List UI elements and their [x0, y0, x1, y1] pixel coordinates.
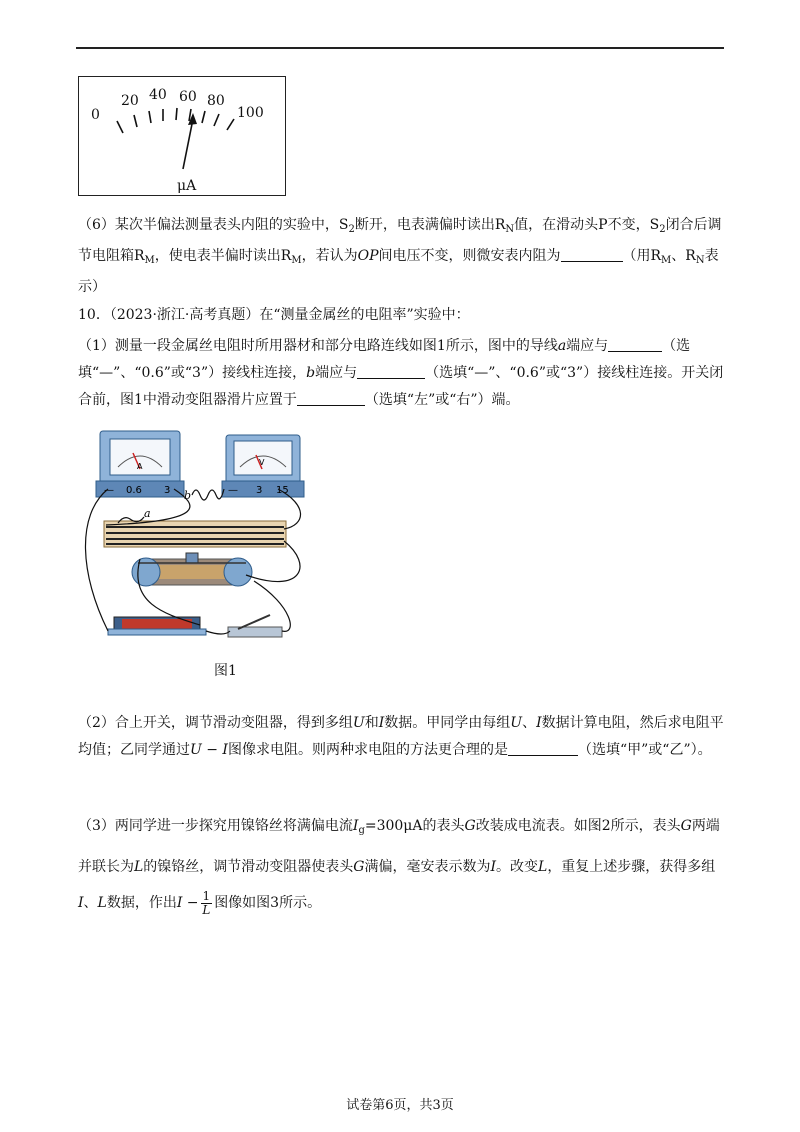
answer-blank-b[interactable]	[357, 364, 425, 379]
q6-paragraph: （6）某次半偏法测量表头内阻的实验中，$S_2$断开，电表满偏时读出$R_N$值，在滑动头P不变，$S_2$闭合后调节电阻箱$R_M$，使电表半偏时读出$R_M$，若认为OP间电压不变，则微安表内阻为 （用$R_M$、$R_N$表示）	[78, 217, 722, 295]
ammeter-terminal-3: 3	[164, 485, 171, 496]
tick-label-20: 20	[121, 93, 139, 109]
tick-label-0: 0	[91, 107, 100, 123]
voltmeter	[222, 435, 304, 497]
slide-rheostat	[132, 553, 252, 586]
ammeter	[96, 431, 184, 497]
battery	[108, 617, 206, 635]
dial-graphic	[79, 77, 285, 195]
figure-1-caption: 图1	[214, 663, 237, 679]
switch	[228, 615, 282, 637]
voltmeter-terminal-15: 15	[276, 485, 289, 496]
voltmeter-symbol: V	[259, 458, 265, 467]
ammeter-symbol: A	[137, 462, 143, 471]
answer-blank-slider[interactable]	[297, 391, 365, 406]
microammeter-dial	[78, 76, 286, 196]
wire-b-label: b	[184, 489, 192, 502]
tick-label-40: 40	[149, 87, 167, 103]
voltmeter-terminal-neg: —	[228, 485, 238, 496]
q10-part3: （3）两同学进一步探究用镍铬丝将满偏电流$I_g=300\mu A$的表头G改装成电流表。如图2所示，表头G两端并联长为L的镍铬丝，调节滑动变阻器使表头G满偏，毫安表示数为I。改变L，重复上述步骤，获得多组I、L数据，作出I − $\frac{1}{L}$ 图像如图3所示。	[78, 818, 720, 917]
unit-label: μA	[177, 178, 197, 194]
ammeter-terminal-neg: —	[104, 485, 114, 496]
answer-blank-q6[interactable]	[561, 247, 623, 262]
fraction-1-over-L: $\frac{1}{L}$	[202, 888, 211, 917]
page-footer: 试卷第6页，共3页	[346, 1098, 454, 1113]
q10-part2: （2）合上开关，调节滑动变阻器，得到多组U和I数据。甲同学由每组U、I数据计算电阻，然后求电阻平均值；乙同学通过U − I图像求电阻。则两种求电阻的方法更合理的是 （选填“甲”或“乙”）。	[78, 715, 724, 758]
voltmeter-terminal-3: 3	[256, 485, 263, 496]
tick-label-100: 100	[237, 105, 264, 121]
needle	[183, 119, 193, 169]
header-rule	[76, 47, 724, 49]
tick-label-60: 60	[179, 89, 197, 105]
answer-blank-method[interactable]	[508, 741, 578, 756]
q10-header: 10．（2023·浙江·高考真题）在“测量金属丝的电阻率”实验中：	[78, 307, 470, 323]
wire-a-label: a	[144, 507, 151, 520]
tick-label-80: 80	[207, 93, 225, 109]
q10-part1: （1）测量一段金属丝电阻时所用器材和部分电路连线如图1所示，图中的导线a端应与 （选填“—”、“0.6”或“3”）接线柱连接，b端应与 （选填“—”、“0.6”或“3”）接线柱连接。开关闭合前，图1中滑动变阻器滑片应置于 （选填“左”或“右”）端。	[78, 338, 724, 408]
answer-blank-a[interactable]	[608, 337, 662, 352]
figure-1-circuit	[78, 425, 318, 657]
ammeter-terminal-0-6: 0.6	[126, 485, 142, 496]
